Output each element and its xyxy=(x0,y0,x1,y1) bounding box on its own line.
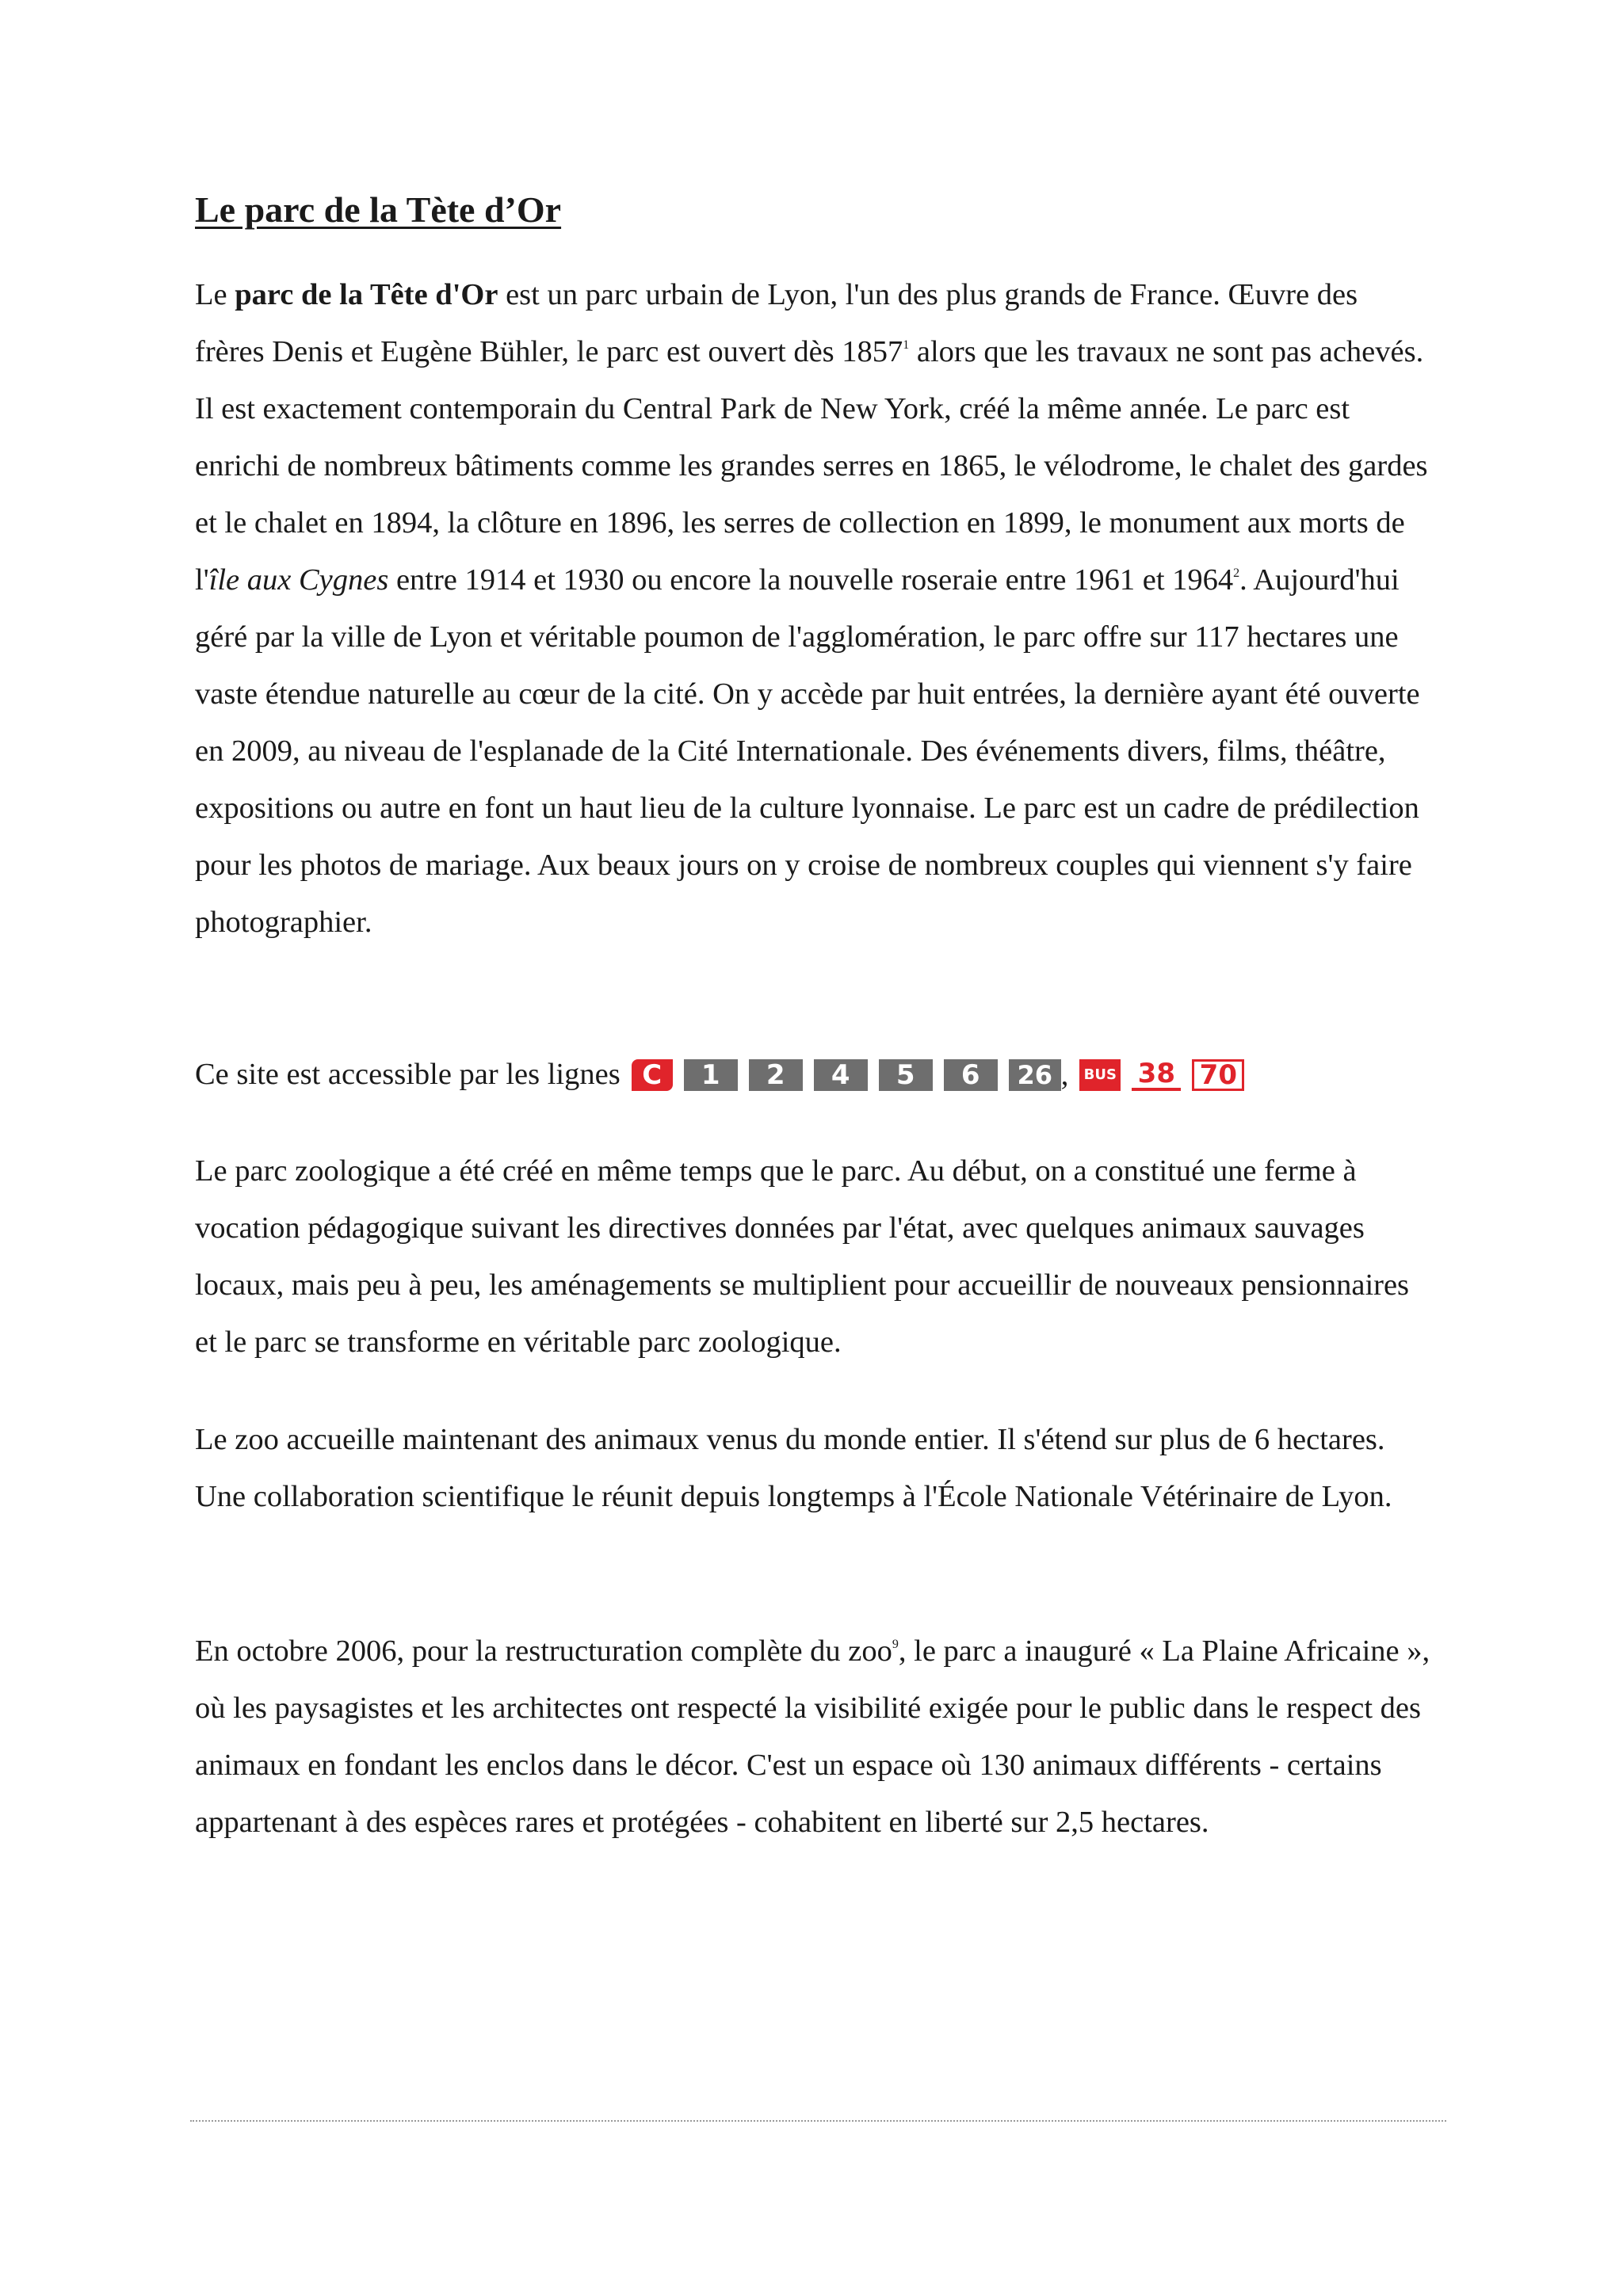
intro-text-3: entre 1914 et 1930 ou encore la nouvelle roseraie entre 1961 et 1964 xyxy=(388,563,1234,597)
plaine-text-2: , le parc a inauguré « La Plaine Africaine », où les paysagistes et les architectes ont respecté la visibilité exigée pour le public dans le respect des animaux en fondant les enclos dans le décor. C'est un espace où 130 animaux différents - certains appartenant à des espèces rares et protégées - cohabitent en liberté sur 2,5 hectares. xyxy=(195,1634,1430,1839)
footnote-ref-1[interactable]: 1 xyxy=(903,338,910,352)
lines-separator: , xyxy=(1060,1058,1069,1092)
bus-icon: BUS xyxy=(1079,1059,1121,1091)
transit-lines-paragraph xyxy=(195,1046,1431,1107)
zoo-today-paragraph: Le zoo accueille maintenant des animaux venus du monde entier. Il s'étend sur plus de 6 hectares. Une collaboration scientifique le réunit depuis longtemps à l'École Nationale Vétérinaire de Lyon. xyxy=(195,1423,1392,1513)
metro-line-c-badge: C xyxy=(632,1059,673,1091)
tram-line-badge: 5 xyxy=(879,1059,933,1091)
ile-aux-cygnes-italic: île aux Cygnes xyxy=(208,563,389,597)
footnote-ref-2[interactable]: 2 xyxy=(1233,566,1240,580)
tram-line-badge: 6 xyxy=(944,1059,998,1091)
tram-line-badge: 2 xyxy=(749,1059,803,1091)
footnote-ref-9[interactable]: 9 xyxy=(892,1638,899,1651)
tram-line-badge: 1 xyxy=(684,1059,738,1091)
transit-intro-text: Ce site est accessible par les lignes xyxy=(195,1058,621,1091)
tram-line-badge: 26 xyxy=(1009,1059,1061,1091)
intro-text-2: alors que les travaux ne sont pas achevés. Il est exactement contemporain du Central Park de New York, créé la même année. Le parc est enrichi de nombreux bâtiments comme les grandes serres en 1865, le vélodrome, le chalet des gardes et le chalet en 1894, la clôture en 1896, les serres de collection en 1899, le monument aux morts de l' xyxy=(195,335,1428,597)
transit-badges xyxy=(632,1044,1256,1104)
tram-line-badge: 4 xyxy=(814,1059,868,1091)
park-name-bold: parc de la Tête d'Or xyxy=(235,278,498,311)
plaine-africaine-paragraph xyxy=(195,1623,1431,1851)
plaine-text-1: En octobre 2006, pour la restructuration complète du zoo xyxy=(195,1634,892,1668)
footer-divider xyxy=(190,2120,1446,2122)
bus-line-badge: 38 xyxy=(1132,1059,1181,1091)
intro-paragraph xyxy=(195,266,1431,951)
intro-text-4: . Aujourd'hui géré par la ville de Lyon et véritable poumon de l'agglomération, le parc offre sur 117 hectares une vaste étendue naturelle au cœur de la cité. On y accède par huit entrées, la dernière ayant été ouverte en 2009, au niveau de l'esplanade de la Cité Internationale. Des événements divers, films, théâtre, expositions ou autre en font un haut lieu de la culture lyonnaise. Le parc est un cadre de prédilection pour les photos de mariage. Aux beaux jours on y croise de nombreux couples qui viennent s'y faire photographier. xyxy=(195,563,1420,939)
page-title: Le parc de la Tète d’Or xyxy=(195,189,562,230)
intro-lead-text: Le xyxy=(195,278,235,311)
bus-line-badge: 70 xyxy=(1192,1059,1244,1091)
intro-text-1: est un parc urbain de Lyon, l'un des plus grands de France. Œuvre des frères Denis et Eugène Bühler, le parc est ouvert dès 1857 xyxy=(195,278,1358,368)
zoo-history-paragraph: Le parc zoologique a été créé en même temps que le parc. Au début, on a constitué une ferme à vocation pédagogique suivant les directives données par l'état, avec quelques animaux sauvages locaux, mais peu à peu, les aménagements se multiplient pour accueillir de nouveaux pensionnaires et le parc se transforme en véritable parc zoologique. xyxy=(195,1154,1410,1359)
